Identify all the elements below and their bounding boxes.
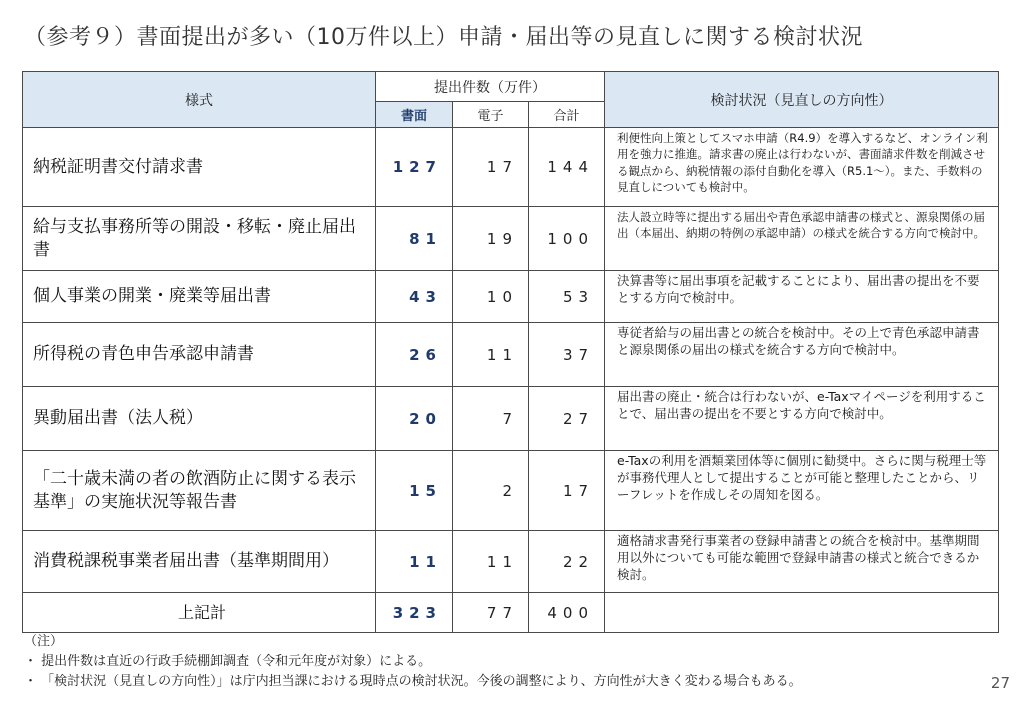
electronic-count: 11 xyxy=(453,323,529,387)
electronic-count: 11 xyxy=(453,531,529,593)
header-total: 合計 xyxy=(529,102,605,128)
notes-heading: （注） xyxy=(24,634,64,649)
header-form: 様式 xyxy=(23,72,376,128)
total-count-total: 400 xyxy=(529,593,605,633)
total-count: 53 xyxy=(529,271,605,323)
total-count: 22 xyxy=(529,531,605,593)
paper-count: 26 xyxy=(376,323,453,387)
paper-count: 127 xyxy=(376,128,453,207)
total-count: 17 xyxy=(529,451,605,531)
electronic-count: 7 xyxy=(453,387,529,451)
table-row xyxy=(23,207,999,271)
form-name: 個人事業の開業・廃業等届出書 xyxy=(23,271,376,323)
paper-count-total: 323 xyxy=(376,593,453,633)
table-row xyxy=(23,323,999,387)
electronic-count: 19 xyxy=(453,207,529,271)
form-name: 「二十歳未満の者の飲酒防止に関する表示基準」の実施状況等報告書 xyxy=(23,451,376,531)
review-status: e-Taxの利用を酒類業団体等に個別に勧奨中。さらに関与税理士等が事務代理人として提出することが可能と整理したことから、リーフレットを作成しその周知を図る。 xyxy=(605,451,999,531)
electronic-count: 17 xyxy=(453,128,529,207)
form-name: 給与支払事務所等の開設・移転・廃止届出書 xyxy=(23,207,376,271)
review-status: 適格請求書発行事業者の登録申請書との統合を検討中。基準期間用以外についても可能な範囲で登録申請書の様式と統合できるか検討。 xyxy=(605,531,999,593)
page-number: 27 xyxy=(990,674,1010,692)
table-row xyxy=(23,387,999,451)
header-electronic: 電子 xyxy=(453,102,529,128)
form-name: 納税証明書交付請求書 xyxy=(23,128,376,207)
form-name: 消費税課税事業者届出書（基準期間用） xyxy=(23,531,376,593)
header-paper: 書面 xyxy=(376,102,453,128)
header-count-group: 提出件数（万件） xyxy=(376,72,605,102)
review-status-total xyxy=(605,593,999,633)
total-count: 100 xyxy=(529,207,605,271)
review-status: 法人設立時等に提出する届出や青色承認申請書の様式と、源泉関係の届出（本届出、納期の特例の承認申請）の様式を統合する方向で検討中。 xyxy=(605,207,999,271)
form-name: 所得税の青色申告承認申請書 xyxy=(23,323,376,387)
electronic-count: 2 xyxy=(453,451,529,531)
total-row xyxy=(23,593,999,633)
header-status: 検討状況（見直しの方向性） xyxy=(605,72,999,128)
table-row xyxy=(23,271,999,323)
paper-count: 20 xyxy=(376,387,453,451)
electronic-count-total: 77 xyxy=(453,593,529,633)
paper-count: 43 xyxy=(376,271,453,323)
total-label: 上記計 xyxy=(23,593,376,633)
review-status: 専従者給与の届出書との統合を検討中。その上で青色承認申請書と源泉関係の届出の様式を統合する方向で検討中。 xyxy=(605,323,999,387)
total-count: 27 xyxy=(529,387,605,451)
review-status-table xyxy=(22,71,999,633)
form-name: 異動届出書（法人税） xyxy=(23,387,376,451)
table-row xyxy=(23,531,999,593)
review-status: 利便性向上策としてスマホ申請（R4.9）を導入するなど、オンライン利用を強力に推進。請求書の廃止は行わないが、書面請求件数を削減させる観点から、納税情報の添付自動化を導入（R5.1～）。また、手数料の見直しについても検討中。 xyxy=(605,128,999,207)
note-item: ・ 提出件数は直近の行政手続棚卸調査（令和元年度が対象）による。 xyxy=(24,654,432,670)
review-status: 決算書等に届出事項を記載することにより、届出書の提出を不要とする方向で検討中。 xyxy=(605,271,999,323)
paper-count: 15 xyxy=(376,451,453,531)
paper-count: 11 xyxy=(376,531,453,593)
electronic-count: 10 xyxy=(453,271,529,323)
review-status: 届出書の廃止・統合は行わないが、e-Taxマイページを利用することで、届出書の提出を不要とする方向で検討中。 xyxy=(605,387,999,451)
table-row xyxy=(23,128,999,207)
notes xyxy=(24,632,802,692)
page-title: （参考９）書面提出が多い（10万件以上）申請・届出等の見直しに関する検討状況 xyxy=(24,25,863,50)
total-count: 144 xyxy=(529,128,605,207)
table-row xyxy=(23,451,999,531)
total-count: 37 xyxy=(529,323,605,387)
paper-count: 81 xyxy=(376,207,453,271)
note-item: ・ 「検討状況（見直しの方向性）」は庁内担当課における現時点の検討状況。今後の調整により、方向性が大きく変わる場合もある。 xyxy=(24,674,802,690)
